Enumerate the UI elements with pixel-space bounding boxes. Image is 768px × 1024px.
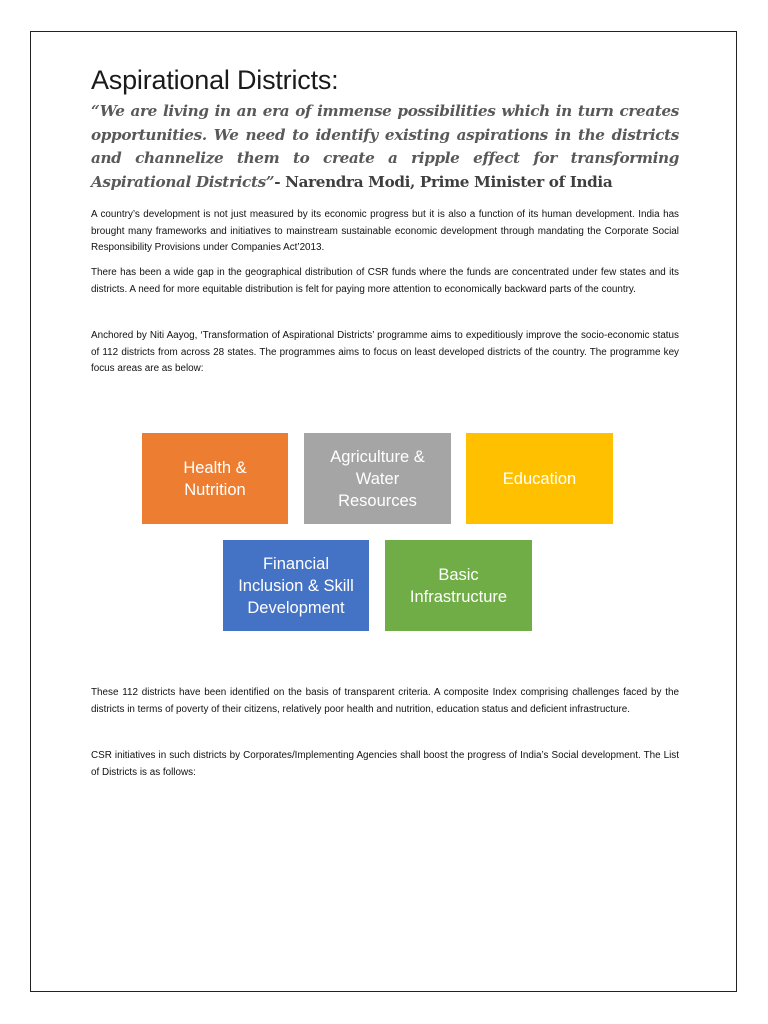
quote-attribution: - Narendra Modi, Prime Minister of India	[274, 172, 613, 191]
focus-area-label: Agriculture & Water Resources	[330, 447, 425, 510]
focus-area-agriculture-water	[304, 433, 451, 524]
focus-area-label: Health & Nutrition	[183, 458, 247, 499]
paragraph-3: Anchored by Niti Aayog, ‘Transformation of Aspirational Districts’ programme aims to expeditiously improve the socio-economic status of 112 districts from across 28 states. The programmes aims to focus on least developed districts of the country. The programme key focus areas are as below:	[91, 330, 679, 374]
focus-area-education	[466, 433, 613, 524]
focus-area-label: Financial Inclusion & Skill Development	[238, 554, 354, 617]
focus-area-financial-inclusion	[223, 540, 369, 631]
paragraph-1: A country’s development is not just measured by its economic progress but it is also a function of its human development. India has brought many frameworks and initiatives to mainstream sustainable economic development through mandating the Corporate Social Responsibility Provisions under Companies Act’2013.	[91, 209, 679, 253]
document-header	[91, 64, 679, 194]
quote-block	[91, 100, 679, 194]
focus-area-label: Basic Infrastructure	[409, 565, 508, 606]
paragraph-4: These 112 districts have been identified on the basis of transparent criteria. A composite Index comprising challenges faced by the districts in terms of poverty of their citizens, relatively poor health and nutrition, education status and deficient infrastructure.	[91, 687, 679, 715]
paragraph-5: CSR initiatives in such districts by Corporates/Implementing Agencies shall boost the progress of India’s Social development. The List of Districts is as follows:	[91, 750, 679, 778]
focus-area-basic-infrastructure	[385, 540, 532, 631]
focus-area-health-nutrition	[142, 433, 288, 524]
paragraph-2: There has been a wide gap in the geographical distribution of CSR funds where the funds are concentrated under few states and its districts. A need for more equitable distribution is felt for paying more attention to economically backward parts of the country.	[91, 267, 679, 295]
page-title: Aspirational Districts:	[91, 65, 339, 95]
quote-text: “We are living in an era of immense possibilities which in turn creates opportunities. We need to identify existing aspirations in the districts and channelize them to create a ripple effect for transforming Aspirational Districts”	[91, 102, 679, 191]
focus-area-label: Education	[502, 469, 577, 488]
